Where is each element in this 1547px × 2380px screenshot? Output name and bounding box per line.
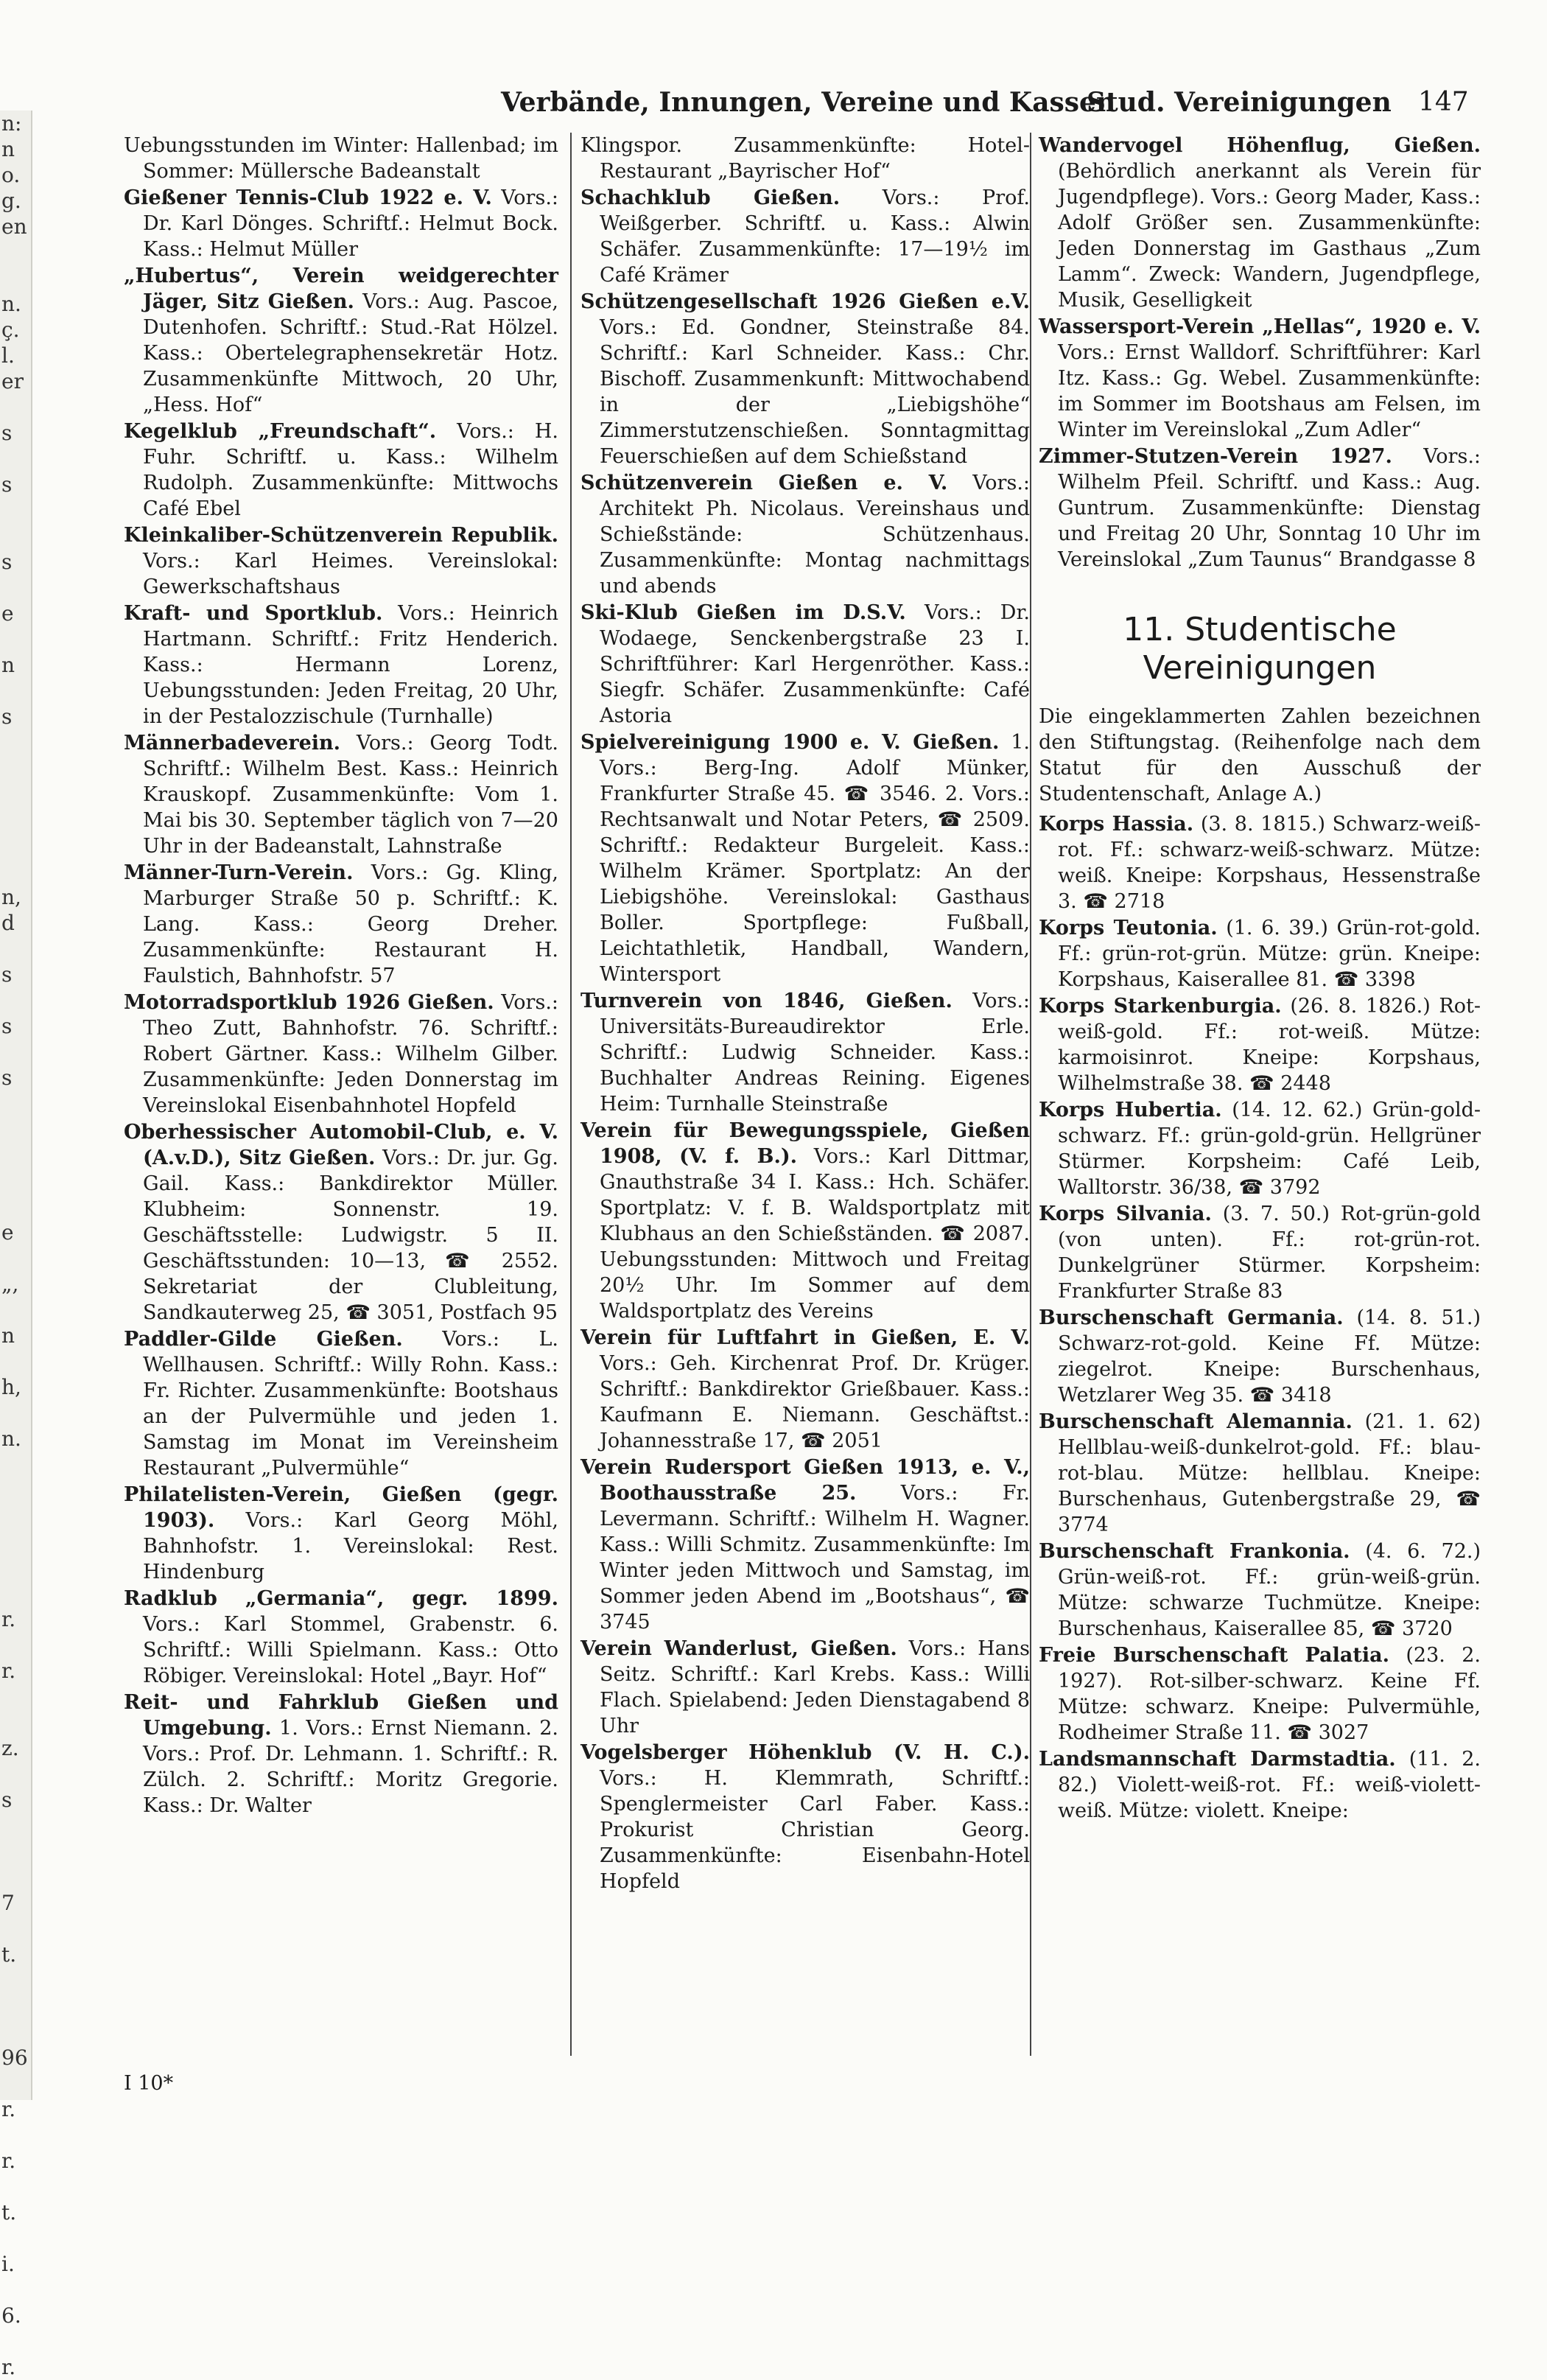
entry-name: Vogelsberger Höhenklub (V. H. C.). [580, 1741, 1030, 1764]
edge-fragment: 7 [1, 1891, 15, 1915]
entry-text: Vors.: Dr. Karl Dönges. Schriftf.: Helmut Bock. Kass.: Helmut Müller [143, 186, 558, 261]
edge-fragment: l. [1, 343, 15, 368]
edge-fragment [0, 497, 31, 523]
page-number: 147 [1418, 87, 1469, 117]
edge-fragment: t. [1, 1942, 17, 1967]
entry-name: Kleinkaliber-Schützenverein Republik. [124, 524, 558, 547]
edge-fragment [0, 987, 31, 1013]
entry-name: Wandervogel Höhenflug, Gießen. [1039, 134, 1481, 157]
edge-fragment [0, 2019, 31, 2045]
directory-entry [1039, 1539, 1481, 1642]
directory-entry [1039, 133, 1481, 313]
entry-text: Vors.: Architekt Ph. Nicolaus. Vereinshaus und Schießstände: Schützenhaus. Zusammenkünfte: Montag nachmittags und abends [600, 472, 1030, 598]
entry-name: Reit- und Fahrklub Gießen und Umgebung. [124, 1691, 558, 1740]
directory-entry [1039, 915, 1481, 993]
directory-entry [124, 133, 558, 184]
entry-text: Vors.: Heinrich Hartmann. Schriftf.: Fritz Henderich. Kass.: Hermann Lorenz, Uebungsstunden: Jeden Freitag, 20 Uhr, in der Pestalozzischule (Turnhalle) [143, 602, 558, 728]
edge-fragment: s [1, 1788, 13, 1812]
directory-entry [124, 601, 558, 729]
directory-entry [1039, 1201, 1481, 1304]
previous-page-edge [0, 111, 32, 2379]
entry-name: Philatelisten-Verein, Gießen (gegr. 1903). [124, 1483, 558, 1532]
edge-fragment: 96 [1, 2045, 28, 2070]
entry-text: Vors.: Geh. Kirchenrat Prof. Dr. Krüger. Schriftf.: Bankdirektor Grießbauer. Kass.: Kaufmann E. Niemann. Geschäftst.: Johannesstraße 17, ☎ 2051 [600, 1352, 1030, 1452]
entry-name: Korps Starkenburgia. [1039, 995, 1282, 1018]
entry-text: (3. 7. 50.) Rot-grün-gold (von unten). Ff.: rot-grün-rot. Dunkelgrüner Stürmer. Korpsheim: Frankfurter Straße 83 [1058, 1203, 1481, 1303]
entry-text: 1. Vors.: Berg-Ing. Adolf Münker, Frankfurter Straße 45. ☎ 3546. 2. Vors.: Rechtsanwalt und Notar Peters, ☎ 2509. Schriftf.: Redakteur Burgeleit. Kass.: Wilhelm Krämer. Sportplatz: An der Liebigshöhe. Vereinslokal: Gasthaus Boller. Sportpflege: Fußball, Leichtathletik, Handball, Wandern, Wintersport [600, 731, 1030, 986]
entry-text: Vors.: Dr. Wodaege, Senckenbergstraße 23 I. Schriftführer: Karl Hergenröther. Kass.: Siegfr. Schäfer. Zusammenkünfte: Café Astoria [600, 601, 1030, 727]
edge-fragment [0, 1632, 31, 1658]
entry-text: Vors.: Fr. Levermann. Schriftf.: Wilhelm H. Wagner. Kass.: Willi Schmitz. Zusammenkünfte: Im Winter jeden Mittwoch und Samstag, im Sommer jeden Abend im „Bootshaus“, ☎ 3745 [600, 1482, 1030, 1634]
edge-fragment [0, 755, 31, 781]
entry-text: Vors.: Theo Zutt, Bahnhofstr. 76. Schriftf.: Robert Gärtner. Kass.: Wilhelm Gilber. Zusammenkünfte: Jeden Donnerstag im Vereinslokal Eisenbahnhotel Hopfeld [143, 991, 558, 1117]
edge-fragment [0, 2122, 31, 2148]
edge-fragment [0, 1168, 31, 1194]
entry-text: Vors.: Karl Stommel, Grabenstr. 6. Schriftf.: Willi Spielmann. Kass.: Otto Röbiger. Vereinslokal: Hotel „Bayr. Hof“ [143, 1613, 558, 1687]
edge-fragment [0, 394, 31, 420]
edge-fragment [0, 2277, 31, 2303]
entry-name: Gießener Tennis-Club 1922 e. V. [124, 186, 492, 209]
directory-entry [580, 133, 1030, 184]
entry-text: Vors.: Gg. Kling, Marburger Straße 50 p. Schriftf.: K. Lang. Kass.: Georg Dreher. Zusammenkünfte: Restaurant H. Faulstich, Bahnhofstr. 57 [143, 861, 558, 987]
edge-fragment [0, 575, 31, 601]
edge-fragment [0, 1503, 31, 1529]
column-1 [124, 133, 558, 2107]
edge-fragment [0, 626, 31, 652]
edge-fragment [0, 2174, 31, 2199]
edge-fragment [0, 239, 31, 265]
entry-name: Spielvereinigung 1900 e. V. Gießen. [580, 731, 1000, 754]
column-3-entries-bottom [1039, 811, 1481, 1824]
page-header [501, 87, 1481, 124]
directory-entry [124, 730, 558, 859]
edge-fragment [0, 523, 31, 549]
entry-text: Vors.: Karl Heimes. Vereinslokal: Gewerkschaftshaus [143, 550, 558, 598]
edge-fragment [0, 265, 31, 291]
entry-text: (4. 6. 72.) Grün-weiß-rot. Ff.: grün-weiß-grün. Mütze: schwarze Tuchmütze. Kneipe: Burschenhaus, Kaiserallee 85, ☎ 3720 [1058, 1540, 1481, 1640]
edge-fragment: 6. [1, 2303, 21, 2328]
directory-entry [580, 1636, 1030, 1739]
edge-fragment [0, 1684, 31, 1709]
printer-signature: I 10* [124, 2072, 174, 2095]
directory-entry [124, 522, 558, 600]
directory-entry [124, 419, 558, 522]
edge-fragment: er [1, 369, 24, 393]
edge-fragment: e [1, 601, 14, 626]
edge-fragment [0, 1555, 31, 1581]
edge-fragment: e [1, 1220, 14, 1245]
directory-entry [580, 1118, 1030, 1324]
entry-name: Paddler-Gilde Gießen. [124, 1328, 403, 1351]
edge-fragment: r. [1, 2097, 16, 2121]
edge-fragment: r. [1, 1659, 16, 1683]
edge-fragment: en [1, 214, 27, 239]
section-title: Stud. Vereinigungen [1087, 87, 1392, 118]
edge-fragment [0, 1838, 31, 1864]
edge-fragment: r. [1, 2355, 16, 2379]
entry-text: 1. Vors.: Ernst Niemann. 2. Vors.: Prof. Dr. Lehmann. 1. Schriftf.: R. Zülch. 2. Schriftf.: Moritz Gregorie. Kass.: Dr. Walter [143, 1717, 558, 1817]
entry-name: Motorradsportklub 1926 Gießen. [124, 991, 494, 1014]
edge-fragment: s [1, 704, 13, 729]
edge-fragment [0, 678, 31, 704]
entry-name: Verein Rudersport Gießen 1913, e. V., Boothausstraße 25. [580, 1456, 1030, 1505]
directory-entry [124, 263, 558, 418]
entry-name: Zimmer-Stutzen-Verein 1927. [1039, 445, 1392, 468]
directory-entry [124, 990, 558, 1119]
entry-name: Freie Burschenschaft Palatia. [1039, 1644, 1389, 1667]
entry-text: Vors.: Karl Georg Möhl, Bahnhofstr. 1. Vereinslokal: Rest. Hindenburg [143, 1509, 558, 1583]
edge-fragment [0, 2071, 31, 2096]
edge-fragment: n [1, 1323, 15, 1348]
entry-text: Vors.: Universitäts-Bureaudirektor Erle. Schriftf.: Ludwig Schneider. Kass.: Buchhalter Andreas Reining. Eigenes Heim: Turnhalle Steinstraße [600, 990, 1030, 1116]
entry-name: Schützenverein Gießen e. V. [580, 472, 948, 494]
edge-fragment: d [1, 911, 15, 935]
edge-fragment: o. [1, 163, 21, 187]
entry-text: Vors.: Georg Todt. Schriftf.: Wilhelm Best. Kass.: Heinrich Krauskopf. Zusammenkünfte: Vom 1. Mai bis 30. September täglich von 7—20 Uhr in der Badeanstalt, Lahnstraße [143, 732, 558, 858]
entry-text: Vors.: L. Wellhausen. Schriftf.: Willy Rohn. Kass.: Fr. Richter. Zusammenkünfte: Bootshaus an der Pulvermühle und jeden 1. Samstag im Monat im Vereinsheim Restaurant „Pulvermühle“ [143, 1328, 558, 1480]
entry-text: Vors.: Aug. Pascoe, Dutenhofen. Schriftf.: Stud.-Rat Hölzel. Kass.: Obertelegraphensekretär Hotz. Zusammenkünfte Mittwoch, 20 Uhr, „Hess. Hof“ [143, 290, 558, 416]
edge-fragment [0, 1194, 31, 1219]
edge-fragment: t. [1, 2200, 17, 2225]
edge-fragment [0, 2328, 31, 2354]
directory-entry [1039, 1642, 1481, 1746]
edge-fragment: n. [1, 1427, 21, 1451]
entry-name: Burschenschaft Germania. [1039, 1306, 1344, 1329]
entry-name: Männer-Turn-Verein. [124, 861, 354, 884]
edge-fragment [0, 446, 31, 472]
directory-entry [580, 1325, 1030, 1454]
edge-fragment [0, 1864, 31, 1890]
directory-entry [124, 1119, 558, 1326]
entry-text: (26. 8. 1826.) Rot-weiß-gold. Ff.: rot-weiß. Mütze: karmoisinrot. Kneipe: Korpshaus, Wilhelmstraße 38. ☎ 2448 [1058, 995, 1481, 1095]
section-intro: Die eingeklammerten Zahlen bezeichnen den Stiftungstag. (Reihenfolge nach dem Statut für den Ausschuß der Studentenschaft, Anlage A.) [1039, 705, 1481, 805]
entry-text: (21. 1. 62) Hellblau-weiß-dunkelrot-gold. Ff.: blau-rot-blau. Mütze: hellblau. Kneipe: Burschenhaus, Gutenbergstraße 29, ☎ 3774 [1058, 1410, 1481, 1536]
edge-fragment [0, 1116, 31, 1142]
edge-fragment [0, 1142, 31, 1168]
edge-fragment: n, [1, 885, 21, 909]
entry-text: (14. 8. 51.) Schwarz-rot-gold. Keine Ff. Mütze: ziegelrot. Kneipe: Burschenhaus, Wetzlarer Weg 35. ☎ 3418 [1058, 1306, 1481, 1407]
directory-entry [1039, 1305, 1481, 1408]
edge-fragment: n. [1, 292, 21, 316]
directory-entry [124, 185, 558, 262]
edge-fragment: n [1, 653, 15, 677]
entry-name: Ski-Klub Gießen im D.S.V. [580, 601, 906, 624]
entry-name: Verein für Bewegungsspiele, Gießen 1908, (V. f. B.). [580, 1119, 1030, 1168]
running-title: Verbände, Innungen, Vereine und Kassen [501, 87, 1116, 118]
edge-fragment [0, 2225, 31, 2251]
entry-text: (Behördlich anerkannt als Verein für Jugendpflege). Vors.: Georg Mader, Kass.: Adolf Größer sen. Zusammenkünfte: Jeden Donnerstag im Gasthaus „Zum Lamm“. Zweck: Wandern, Jugendpflege, Musik, Geselligkeit [1058, 160, 1481, 312]
edge-fragment [0, 1709, 31, 1735]
entry-text: (3. 8. 1815.) Schwarz-weiß-rot. Ff.: schwarz-weiß-schwarz. Mütze: weiß. Kneipe: Korpshaus, Hessenstraße 3. ☎ 2718 [1058, 813, 1481, 913]
entry-name: Verein für Luftfahrt in Gießen, E. V. [580, 1326, 1030, 1349]
section-heading: 11. Studentische Vereinigungen [1123, 611, 1397, 687]
directory-entry [580, 729, 1030, 987]
entry-name: Burschenschaft Frankonia. [1039, 1540, 1350, 1563]
entry-name: Wassersport-Verein „Hellas“, 1920 e. V. [1039, 315, 1481, 338]
edge-fragment [0, 1477, 31, 1503]
edge-fragment [0, 1993, 31, 2019]
directory-entry [580, 185, 1030, 288]
entry-text: Vors.: Ed. Gondner, Steinstraße 84. Schriftf.: Karl Schneider. Kass.: Chr. Bischoff. Zusammenkunft: Mittwochabend in der „Liebigshöhe“ Zimmerstutzenschießen. Sonntagmittag Feuerschießen auf dem Schießstand [600, 316, 1030, 468]
edge-fragment [0, 1967, 31, 1993]
edge-fragment: s [1, 472, 13, 497]
entry-text: (23. 2. 1927). Rot-silber-schwarz. Keine Ff. Mütze: schwarz. Kneipe: Pulvermühle, Rodheimer Straße 11. ☎ 3027 [1058, 1644, 1481, 1744]
entry-name: Schützengesellschaft 1926 Gießen e.V. [580, 290, 1030, 313]
directory-entry [580, 600, 1030, 729]
edge-fragment [0, 1452, 31, 1477]
edge-fragment [0, 1245, 31, 1271]
directory-entry [124, 860, 558, 989]
edge-fragment: s [1, 1014, 13, 1038]
edge-fragment: r. [1, 1607, 16, 1631]
edge-fragment [0, 833, 31, 858]
directory-entry [1039, 1097, 1481, 1200]
directory-entry [580, 988, 1030, 1117]
edge-fragment: z. [1, 1736, 19, 1760]
entry-text: Vors.: H. Klemmrath, Schriftf.: Spenglermeister Carl Faber. Kass.: Prokurist Christian Georg. Zusammenkünfte: Eisenbahn-Hotel Hopfeld [600, 1767, 1030, 1893]
entry-name: Radklub „Germania“, gegr. 1899. [124, 1587, 558, 1610]
column-3-entries-top [1039, 133, 1481, 573]
entry-name: Oberhessischer Automobil-Club, e. V. (A.v.D.), Sitz Gießen. [124, 1121, 558, 1169]
edge-fragment: ç. [1, 318, 20, 342]
entry-text: Vors.: Wilhelm Pfeil. Schriftf. und Kass.: Aug. Guntrum. Zusammenkünfte: Dienstag und Freitag 20 Uhr, Sonntag 10 Uhr im Vereinslokal „Zum Taunus“ Brandgasse 8 [1058, 445, 1481, 571]
entry-name: Männerbadeverein. [124, 732, 341, 755]
entry-text: (14. 12. 62.) Grün-gold-schwarz. Ff.: grün-gold-grün. Hellgrüner Stürmer. Korpsheim: Café Leib, Walltorstr. 36/38, ☎ 3792 [1058, 1099, 1481, 1199]
edge-fragment [0, 1581, 31, 1606]
entry-name: Korps Hassia. [1039, 813, 1194, 836]
directory-entry [124, 1482, 558, 1585]
edge-fragment [0, 1400, 31, 1426]
entry-text: Vors.: H. Fuhr. Schriftf. u. Kass.: Wilhelm Rudolph. Zusammenkünfte: Mittwochs Café Ebel [143, 420, 558, 520]
entry-name: Burschenschaft Alemannia. [1039, 1410, 1353, 1433]
entry-name: Korps Silvania. [1039, 1203, 1212, 1225]
edge-fragment: r. [1, 2149, 16, 2173]
edge-fragment [0, 858, 31, 884]
edge-fragment [0, 729, 31, 755]
edge-fragment: s [1, 1065, 13, 1090]
edge-fragment [0, 1297, 31, 1323]
entry-name: Korps Teutonia. [1039, 917, 1218, 939]
edge-fragment: „, [1, 1272, 19, 1296]
directory-entry [1039, 1746, 1481, 1824]
edge-fragment: s [1, 550, 13, 574]
entry-name: Schachklub Gießen. [580, 186, 841, 209]
edge-fragment [0, 781, 31, 807]
entry-name: Kegelklub „Freundschaft“. [124, 420, 437, 443]
directory-entry [580, 470, 1030, 599]
entry-name: Landsmannschaft Darmstadtia. [1039, 1748, 1396, 1771]
edge-fragment [0, 1348, 31, 1374]
directory-entry [1039, 314, 1481, 443]
edge-fragment: g. [1, 189, 21, 213]
edge-fragment [0, 1761, 31, 1787]
entry-text: Uebungsstunden im Winter: Hallenbad; im Sommer: Müllersche Badeanstalt [124, 134, 558, 183]
entry-text: (1. 6. 39.) Grün-rot-gold. Ff.: grün-rot-grün. Mütze: grün. Kneipe: Korpshaus, Kaiserallee 81. ☎ 3398 [1058, 917, 1481, 991]
directory-entry [1039, 811, 1481, 914]
directory-entry [1039, 444, 1481, 573]
entry-name: „Hubertus“, Verein weidgerechter Jäger, Sitz Gießen. [124, 265, 558, 313]
directory-entry [124, 1586, 558, 1689]
entry-name: Turnverein von 1846, Gießen. [580, 990, 953, 1012]
column-3 [1039, 133, 1481, 2107]
edge-fragment: i. [1, 2252, 15, 2276]
directory-entry [1039, 993, 1481, 1096]
edge-fragment: s [1, 962, 13, 987]
entry-text: Vors.: Prof. Weißgerber. Schriftf. u. Kass.: Alwin Schäfer. Zusammenkünfte: 17—19½ im Café Krämer [600, 186, 1030, 287]
column-divider [570, 133, 572, 2056]
directory-entry [124, 1326, 558, 1481]
entry-text: Vors.: Dr. jur. Gg. Gail. Kass.: Bankdirektor Müller. Klubheim: Sonnenstr. 19. Geschäftsstelle: Ludwigstr. 5 II. Geschäftsstunden: 10—13, ☎ 2552. Sekretariat der Clubleitung, Sandkauterweg 25, ☎ 3051, Postfach 95 [143, 1147, 558, 1324]
edge-fragment [0, 1813, 31, 1838]
directory-entry [124, 1690, 558, 1819]
directory-entry [580, 289, 1030, 469]
edge-fragment [0, 1529, 31, 1555]
entry-text: Vors.: Ernst Walldorf. Schriftführer: Karl Itz. Kass.: Gg. Webel. Zusammenkünfte: im Sommer im Bootshaus am Felsen, im Winter im Vereinslokal „Zum Adler“ [1058, 341, 1481, 441]
edge-fragment [0, 1091, 31, 1116]
entry-text: Vors.: Karl Dittmar, Gnauthstraße 34 I. Kass.: Hch. Schäfer. Sportplatz: V. f. B. Waldsportplatz mit Klubhaus an den Schießständen. ☎ 2087. Uebungsstunden: Mittwoch und Freitag 20½ Uhr. Im Sommer auf dem Waldsportplatz des Vereins [600, 1145, 1030, 1323]
edge-fragment [0, 807, 31, 833]
column-divider [1030, 133, 1031, 2056]
column-2 [580, 133, 1030, 2107]
edge-fragment: n [1, 137, 15, 161]
entry-name: Kraft- und Sportklub. [124, 602, 383, 625]
edge-fragment: s [1, 421, 13, 445]
edge-fragment [0, 936, 31, 962]
entry-text: Vors.: Hans Seitz. Schriftf.: Karl Krebs. Kass.: Willi Flach. Spielabend: Jeden Dienstagabend 8 Uhr [600, 1637, 1030, 1737]
directory-entry [580, 1740, 1030, 1894]
directory-entry [580, 1455, 1030, 1635]
directory-entry [1039, 1409, 1481, 1538]
edge-fragment [0, 1916, 31, 1942]
entry-text: (11. 2. 82.) Violett-weiß-rot. Ff.: weiß-violett-weiß. Mütze: violett. Kneipe: [1058, 1748, 1481, 1822]
entry-name: Korps Hubertia. [1039, 1099, 1222, 1121]
entry-name: Verein Wanderlust, Gießen. [580, 1637, 897, 1660]
edge-fragment: n: [1, 111, 22, 136]
edge-fragment: h, [1, 1375, 21, 1399]
entry-text: Klingspor. Zusammenkünfte: Hotel-Restaurant „Bayrischer Hof“ [580, 134, 1030, 183]
edge-fragment [0, 1039, 31, 1065]
